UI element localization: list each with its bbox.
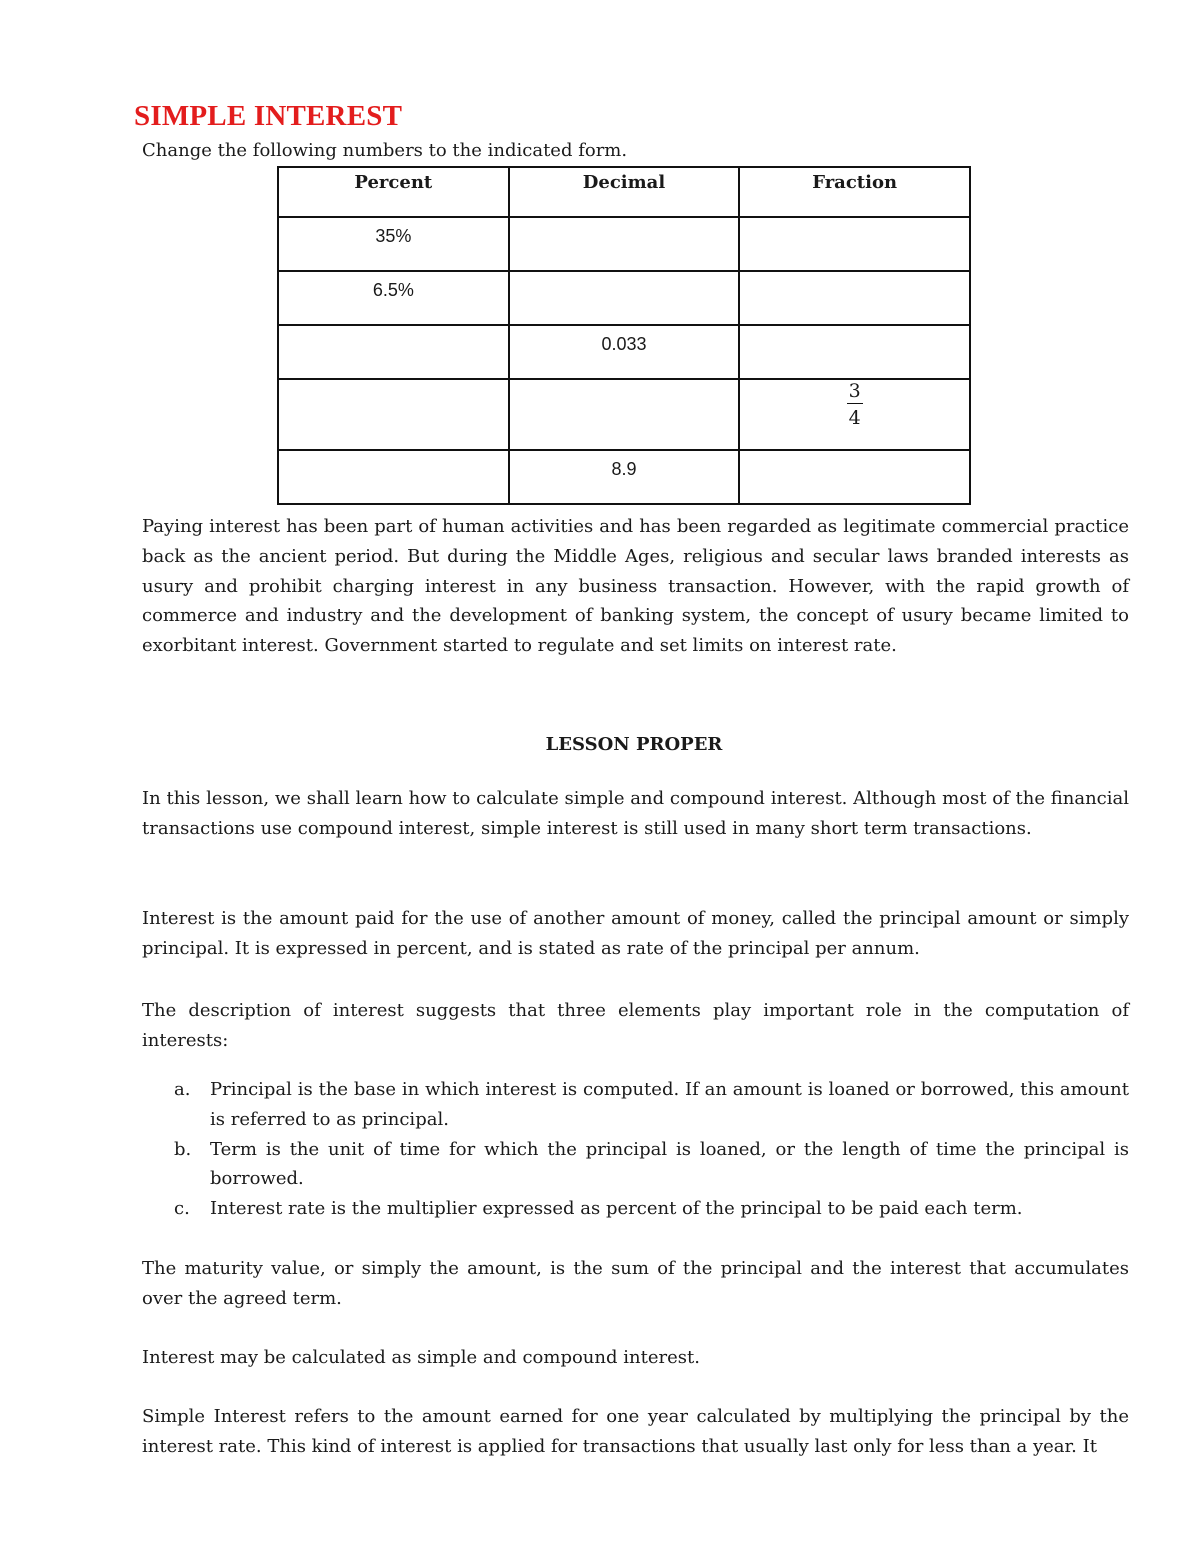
table-cell <box>739 450 970 504</box>
list-item-text: Term is the unit of time for which the principal is loaned, or the length of time the principal is borrowed. <box>210 1138 1129 1190</box>
table-cell <box>739 271 970 325</box>
table-cell: 35% <box>278 217 509 271</box>
list-marker: a. <box>174 1079 191 1100</box>
table-cell <box>739 217 970 271</box>
table-cell: 0.033 <box>509 325 740 379</box>
table-cell <box>739 379 970 450</box>
fraction-numerator: 3 <box>848 380 861 402</box>
table-header-row <box>278 167 970 217</box>
table-row <box>278 271 970 325</box>
list-item <box>142 1135 1129 1195</box>
header-fraction: Fraction <box>739 167 970 217</box>
table-cell <box>278 450 509 504</box>
elements-list <box>142 1075 1129 1224</box>
table-cell <box>509 217 740 271</box>
interest-definition-paragraph: Interest is the amount paid for the use of another amount of money, called the principal amount or simply principal. It is expressed in percent, and is stated as rate of the principal per annum. <box>142 908 1129 959</box>
instruction-text: Change the following numbers to the indicated form. <box>142 140 628 161</box>
maturity-value-paragraph: The maturity value, or simply the amount, is the sum of the principal and the interest that accumulates over the agreed term. <box>142 1258 1129 1309</box>
fraction-denominator: 4 <box>848 407 861 429</box>
header-percent: Percent <box>278 167 509 217</box>
table-row <box>278 450 970 504</box>
section-heading: LESSON PROPER <box>545 734 723 755</box>
list-item-text: Interest rate is the multiplier expressed as percent of the principal to be paid each term. <box>210 1198 1023 1220</box>
table-cell: 6.5% <box>278 271 509 325</box>
calculation-types-paragraph: Interest may be calculated as simple and compound interest. <box>142 1347 700 1368</box>
table-row <box>278 217 970 271</box>
fraction <box>847 380 863 429</box>
conversion-table <box>277 166 971 505</box>
header-decimal: Decimal <box>509 167 740 217</box>
fraction-bar <box>847 403 863 404</box>
list-item <box>142 1194 1129 1224</box>
elements-intro-paragraph: The description of interest suggests that three elements play important role in the computation of interests: <box>142 1000 1129 1051</box>
table-row <box>278 325 970 379</box>
table-cell <box>739 325 970 379</box>
table-cell <box>509 271 740 325</box>
lesson-intro-paragraph: In this lesson, we shall learn how to calculate simple and compound interest. Although most of the financial transactions use compound interest, simple interest is still used in many short term transactions. <box>142 788 1129 839</box>
page-title: SIMPLE INTEREST <box>134 100 403 132</box>
simple-interest-paragraph: Simple Interest refers to the amount earned for one year calculated by multiplying the principal by the interest rate. This kind of interest is applied for transactions that usually last only for less than a year. It <box>142 1406 1129 1457</box>
table-cell <box>509 379 740 450</box>
list-item <box>142 1075 1129 1135</box>
list-item-text: Principal is the base in which interest is computed. If an amount is loaned or borrowed, this amount is referred to as principal. <box>210 1079 1129 1130</box>
table-cell <box>278 379 509 450</box>
intro-paragraph: Paying interest has been part of human activities and has been regarded as legitimate commercial practice back as the ancient period. But during the Middle Ages, religious and secular laws branded interests as usury and prohibit charging interest in any business transaction. However, with the rapid growth of commerce and industry and the development of banking system, the concept of usury became limited to exorbitant interest. Government started to regulate and set limits on interest rate. <box>142 516 1129 657</box>
table-cell: 8.9 <box>509 450 740 504</box>
list-marker: c. <box>174 1198 190 1220</box>
table-row <box>278 379 970 450</box>
table-cell <box>278 325 509 379</box>
list-marker: b. <box>174 1138 192 1160</box>
